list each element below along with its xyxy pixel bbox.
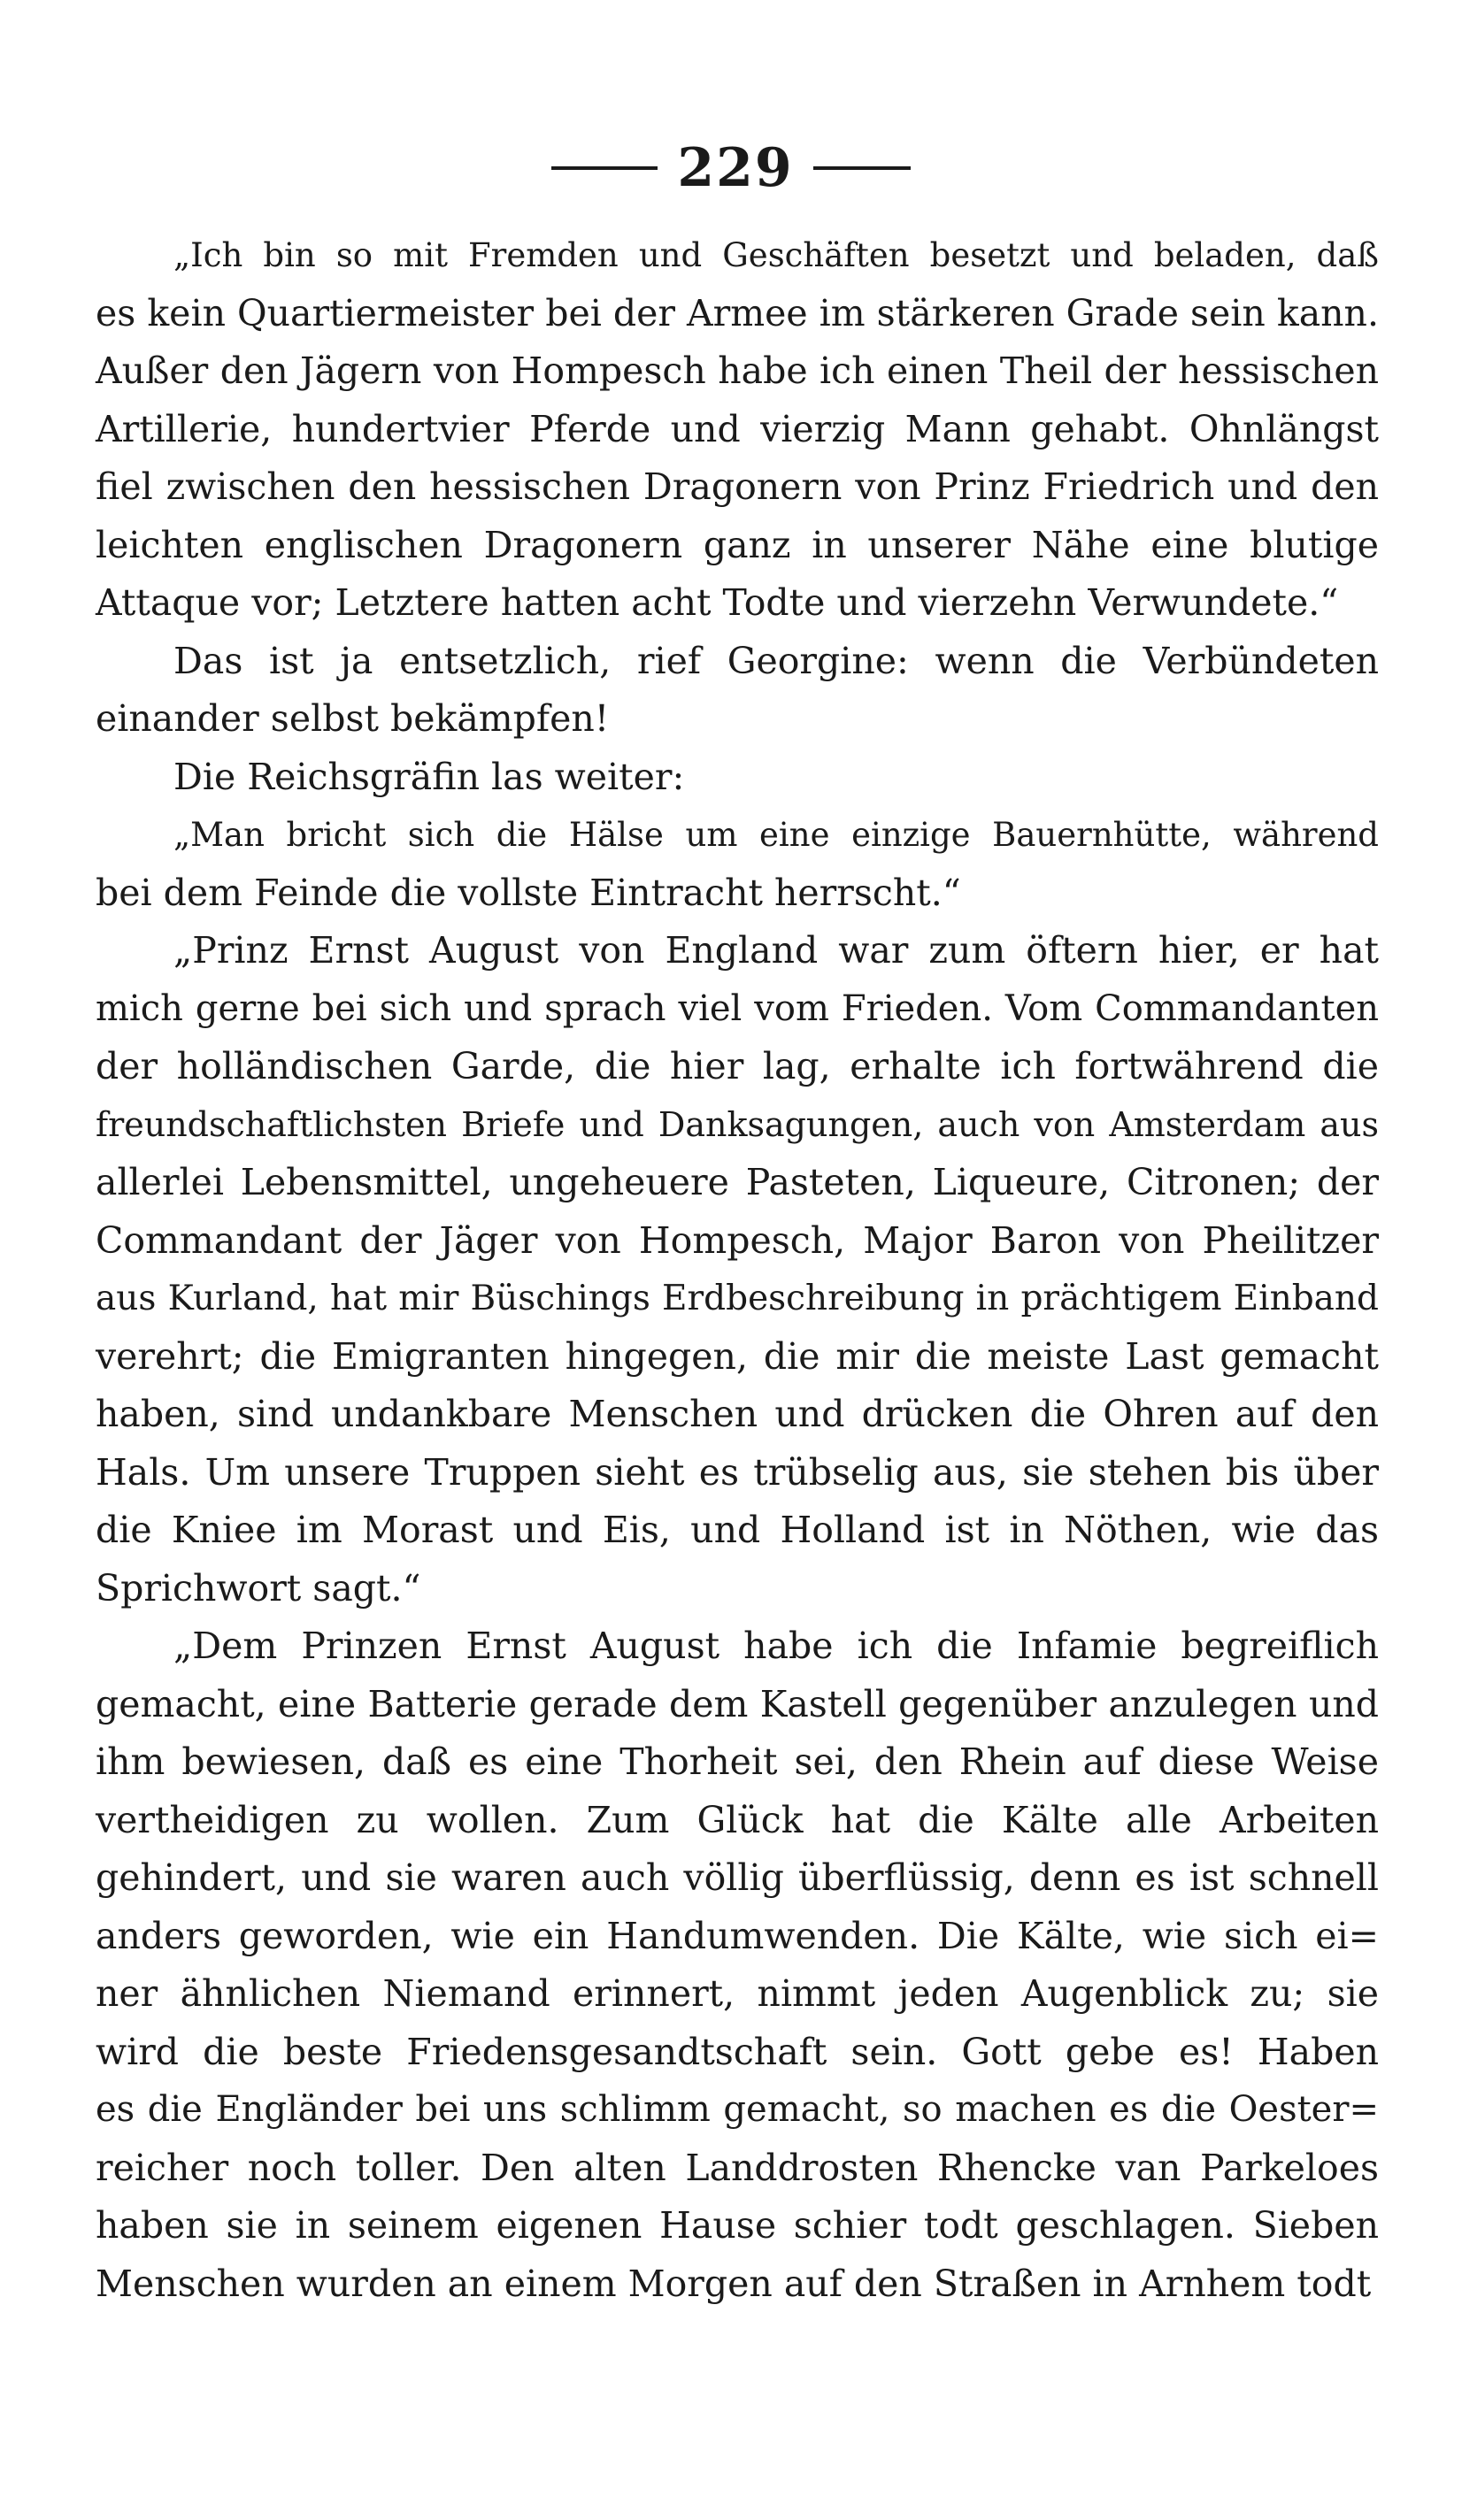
text-line: reicher noch toller. Den alten Landdrosten Rhencke van Parkeloes (96, 2146, 1379, 2189)
text-line: der holländischen Garde, die hier lag, erhalte ich fortwährend die (96, 1045, 1379, 1087)
text-line: leichten englischen Dragonern ganz in unserer Nähe eine blutige (96, 523, 1379, 566)
text-line: bei dem Feinde die vollste Eintracht herrscht.“ (96, 871, 961, 914)
text-line: Menschen wurden an einem Morgen auf den Straßen in Arnhem todt (96, 2262, 1372, 2305)
text-line: Attaque vor; Letztere hatten acht Todte und vierzehn Verwundete.“ (96, 581, 1339, 624)
text-line: allerlei Lebensmittel, ungeheuere Pasteten, Liqueure, Citronen; der (96, 1161, 1379, 1203)
text-line: Außer den Jägern von Hompesch habe ich einen Theil der hessischen (96, 350, 1379, 392)
paragraph (96, 1617, 1379, 2313)
text-line: „Prinz Ernst August von England war zum öftern hier, er hat (173, 929, 1379, 972)
text-line: freundschaftlichsten Briefe und Danksagungen, auch von Amsterdam aus (96, 1104, 1379, 1144)
text-line: vertheidigen zu wollen. Zum Glück hat die Kälte alle Arbeiten (96, 1798, 1379, 1841)
text-line: die Kniee im Morast und Eis, und Holland ist in Nöthen, wie das (96, 1509, 1379, 1551)
text-line: anders geworden, wie ein Handumwenden. Die Kälte, wie sich ei= (96, 1914, 1379, 1957)
header-rule-left (551, 166, 658, 170)
page-number: 229 (677, 137, 794, 199)
text-line: es kein Quartiermeister bei der Armee im stärkeren Grade sein kann. (96, 291, 1379, 334)
text-line: haben, sind undankbare Menschen und drücken die Ohren auf den (96, 1393, 1379, 1435)
text-line: ihm bewiesen, daß es eine Thorheit sei, den Rhein auf diese Weise (96, 1740, 1379, 1783)
text-line: Das ist ja entsetzlich, rief Georgine: wenn die Verbündeten (173, 639, 1379, 682)
text-line: „Man bricht sich die Hälse um eine einzige Bauernhütte, während (173, 816, 1379, 854)
text-line: Die Reichsgräfin las weiter: (173, 755, 685, 798)
body-text (96, 227, 1379, 2313)
text-line: verehrt; die Emigranten hingegen, die mir die meiste Last gemacht (96, 1334, 1379, 1378)
paragraph (96, 806, 1379, 922)
text-line: gehindert, und sie waren auch völlig überflüssig, denn es ist schnell (96, 1856, 1379, 1899)
text-line: Hals. Um unsere Truppen sieht es trübselig aus, sie stehen bis über (96, 1450, 1379, 1494)
paragraph (96, 749, 1379, 807)
paragraph (96, 227, 1379, 633)
text-line: Artillerie, hundertvier Pferde und vierzig Mann gehabt. Ohnlängst (96, 407, 1379, 450)
text-line: Sprichwort sagt.“ (96, 1566, 421, 1610)
paragraph (96, 922, 1379, 1617)
paragraph (96, 633, 1379, 749)
text-line: aus Kurland, hat mir Büschings Erdbeschreibung in prächtigem Einband (96, 1279, 1379, 1318)
text-line: fiel zwischen den hessischen Dragonern von Prinz Friedrich und den (96, 465, 1379, 508)
text-line: haben sie in seinem eigenen Hause schier todt geschlagen. Sieben (96, 2204, 1379, 2247)
text-line: „Dem Prinzen Ernst August habe ich die Infamie begreiflich (173, 1625, 1379, 1667)
text-line: gemacht, eine Batterie gerade dem Kastell gegenüber anzulegen und (96, 1682, 1379, 1725)
text-line: ner ähnlichen Niemand erinnert, nimmt jeden Augenblick zu; sie (96, 1972, 1379, 2015)
text-line: einander selbst bekämpfen! (96, 697, 610, 740)
text-line: wird die beste Friedensgesandtschaft sein. Gott gebe es! Haben (96, 2030, 1379, 2073)
header-rule-right (813, 166, 911, 170)
text-line: „Ich bin so mit Fremden und Geschäften besetzt und beladen, daß (173, 236, 1379, 274)
text-line: Commandant der Jäger von Hompesch, Major Baron von Pheilitzer (96, 1218, 1379, 1262)
page-header (0, 124, 1462, 212)
text-line: mich gerne bei sich und sprach viel vom Frieden. Vom Commandanten (96, 987, 1379, 1029)
text-line: es die Engländer bei uns schlimm gemacht, so machen es die Oester= (96, 2089, 1379, 2130)
